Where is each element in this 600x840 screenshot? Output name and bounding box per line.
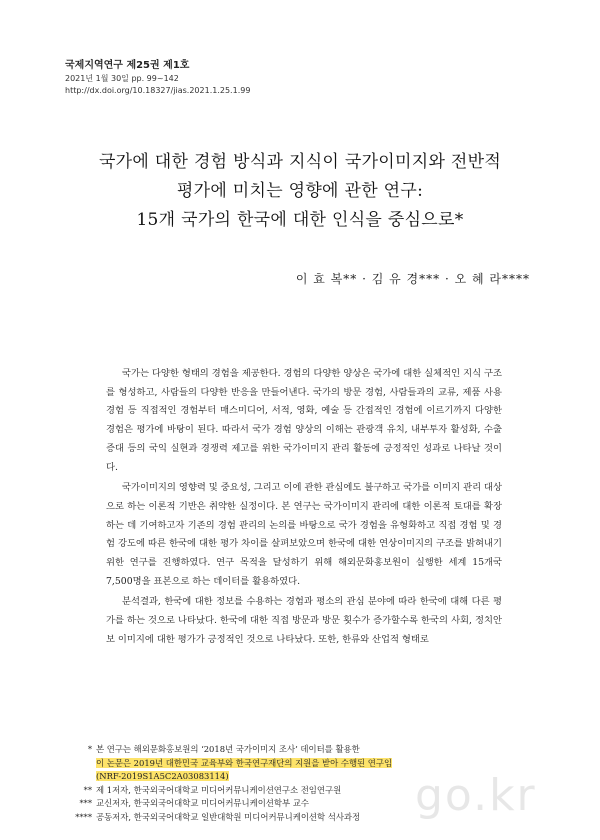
title-line-2: 평가에 미치는 영향에 관한 연구:: [176, 181, 424, 201]
highlighted-grant-number: (NRF-2019S1A5C2A03083114): [96, 771, 229, 781]
journal-name: 국제지역연구 제25권 제1호: [65, 60, 190, 71]
watermark: go.kr: [415, 770, 537, 821]
journal-doi: http://dx.doi.org/10.18327/jias.2021.1.25.1.99: [65, 86, 251, 95]
author-list: 이 효 복** · 김 유 경*** · 오 혜 라****: [295, 272, 530, 286]
footnote-author-2: [60, 797, 560, 811]
journal-date-pages: 2021년 1월 30일 pp. 99~142: [65, 74, 179, 83]
highlighted-funding-text: 이 논문은 2019년 대한민국 교육부와 한국연구재단의 지원을 받아 수행된 연구임: [96, 757, 393, 768]
footnote-funding: [60, 743, 560, 757]
footnote-author-3: [60, 811, 560, 825]
abstract-paragraph-3: 분석결과, 한국에 대한 정보를 수용하는 경험과 평소의 관심 분야에 따라 한국에 대해 다른 평가를 하는 것으로 나타났다. 한국에 대한 직접 방문과 방문 횟수가 증가할수록 한국의 사회, 정치안보 이미지에 대한 평가가 긍정적인 것으로 나타났다. 또한, 한류와 산업적 형태로: [106, 596, 502, 645]
footnotes: [60, 743, 560, 824]
footnote-mark: **: [83, 784, 92, 795]
paper-title: [0, 148, 600, 235]
footnote-funding-cont: [60, 757, 560, 771]
footnote-text: 본 연구는 해외문화홍보원의 ‘2018년 국가이미지 조사’ 데이터를 활용한: [96, 744, 360, 754]
footnote-grant-number: [60, 770, 560, 784]
footnote-text: 제 1저자, 한국외국어대학교 미디어커뮤니케이션연구소 전임연구원: [96, 784, 342, 795]
footnote-author-1: [60, 784, 560, 798]
footnote-mark: *: [87, 744, 92, 754]
footnote-mark: ****: [75, 811, 92, 822]
footnote-text: 교신저자, 한국외국어대학교 미디어커뮤니케이션학부 교수: [96, 798, 309, 808]
title-line-3: 15개 국가의 한국에 대한 인식을 중심으로*: [136, 210, 464, 230]
abstract: [106, 365, 502, 652]
footnote-mark: ***: [79, 798, 92, 808]
abstract-paragraph-1: 국가는 다양한 형태의 경험을 제공한다. 경험의 다양한 양상은 국가에 대한 실체적인 지식 구조를 형성하고, 사람들의 다양한 반응을 만들어낸다. 국가의 방문 경험, 사람들과의 교류, 제품 사용 경험 등 직접적인 경험부터 매스미디어, 서적, 영화, 예술 등 간접적인 경험에 이르기까지 다양한 경험은 평가에 바탕이 된다. 따라서 국가 경험 양상의 이해는 관광객 유치, 내부투자 활성화, 수출증대 등의 국익 실현과 경쟁력 제고를 위한 국가이미지 관리 활동에 긍정적인 성과로 나타날 것이다.: [106, 368, 502, 473]
journal-header: [65, 59, 250, 97]
footnote-text: 공동저자, 한국외국어대학교 일반대학원 미디어커뮤니케이션학 석사과정: [96, 811, 361, 822]
abstract-paragraph-2: 국가이미지의 영향력 및 중요성, 그리고 이에 관한 관심에도 불구하고 국가를 이미지 관리 대상으로 하는 이론적 기반은 취약한 실정이다. 본 연구는 국가이미지 관리에 대한 이론적 토대를 확장하는 데 기여하고자 기존의 경험 관리의 논의를 바탕으로 국가 경험을 유형화하고 직접 경험 및 경험 강도에 따른 한국에 대한 평가 차이를 살펴보았으며 한국에 대한 연상이미지의 구조를 밝혀내기 위한 연구를 진행하였다. 연구 목적을 달성하기 위해 해외문화홍보원이 실행한 세계 15개국 7,500명을 표본으로 하는 데이터를 활용하였다.: [106, 482, 502, 587]
title-line-1: 국가에 대한 경험 방식과 지식이 국가이미지와 전반적: [98, 152, 502, 172]
